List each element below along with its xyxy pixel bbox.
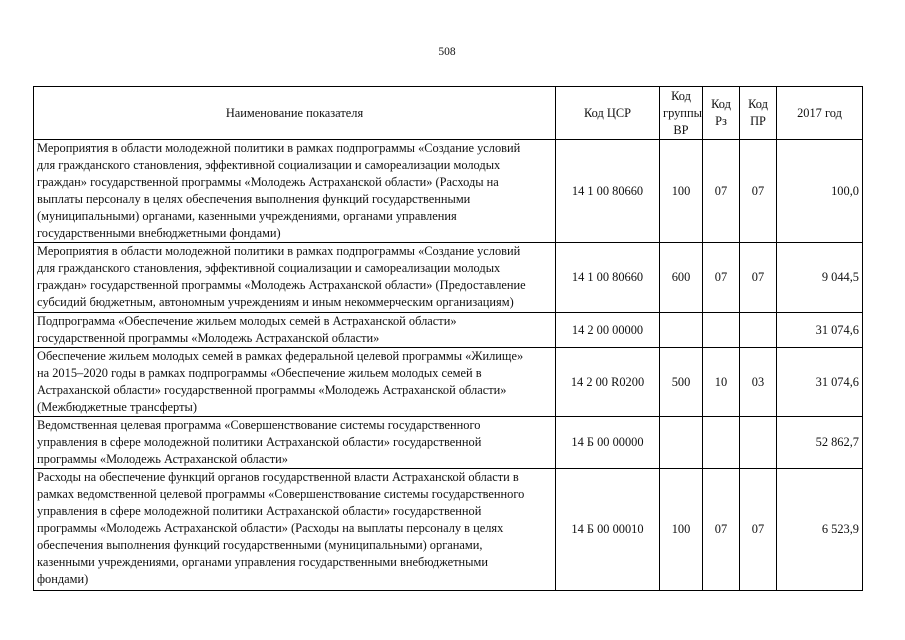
indicator-name-line: Расходы на обеспечение функций органов государственной власти Астраханской области в (37, 470, 519, 484)
table-row (34, 348, 863, 417)
pr-code-cell: 07 (740, 469, 777, 591)
amount-cell: 9 044,5 (777, 243, 863, 313)
csr-code-cell: 14 1 00 80660 (556, 140, 660, 243)
csr-code-cell: 14 1 00 80660 (556, 243, 660, 313)
rz-code-cell: 10 (703, 348, 740, 417)
rz-code-cell: 07 (703, 469, 740, 591)
indicator-name-line: для гражданского становления, эффективной социализации и самореализации молодых (37, 158, 501, 172)
header-vr-line: Код (671, 88, 691, 103)
indicator-name-line: Мероприятия в области молодежной политики в рамках подпрограммы «Создание условий (37, 244, 521, 258)
pr-code-cell (740, 313, 777, 348)
indicator-name-line: программы «Молодежь Астраханской области» (Расходы на выплаты персоналу в целях (37, 521, 504, 535)
header-row (34, 87, 863, 140)
indicator-name-line: Мероприятия в области молодежной политики в рамках подпрограммы «Создание условий (37, 141, 521, 155)
rz-code-cell (703, 417, 740, 469)
vr-code-cell (660, 313, 703, 348)
table-row (34, 469, 863, 591)
rz-code-cell: 07 (703, 243, 740, 313)
indicator-name-line: выплаты персоналу в целях обеспечения выполнения функций государственными (37, 192, 471, 206)
indicator-name-cell (34, 313, 556, 348)
csr-code-cell: 14 Б 00 00000 (556, 417, 660, 469)
indicator-name-line: Обеспечение жильем молодых семей в рамках федеральной целевой программы «Жилище» (37, 349, 524, 363)
page-number: 508 (438, 46, 456, 58)
amount-cell: 31 074,6 (777, 348, 863, 417)
table-body (34, 140, 863, 591)
indicator-name-line: Ведомственная целевая программа «Совершенствование системы государственного (37, 418, 481, 432)
header-rz-code (703, 87, 740, 140)
rz-code-cell: 07 (703, 140, 740, 243)
indicator-name-line: обеспечения выполнения функций государственными (муниципальными) органами, (37, 538, 483, 552)
indicator-name-line: государственной программы «Молодежь Астраханской области» (37, 331, 380, 345)
rz-code-cell (703, 313, 740, 348)
indicator-name-line: управления в сфере молодежной политики Астраханской области» государственной (37, 435, 482, 449)
vr-code-cell: 100 (660, 469, 703, 591)
indicator-name-cell (34, 243, 556, 313)
indicator-name-line: (муниципальными) органами, казенными учреждениями, органами управления (37, 209, 457, 223)
amount-cell: 31 074,6 (777, 313, 863, 348)
amount-cell: 100,0 (777, 140, 863, 243)
amount-cell: 6 523,9 (777, 469, 863, 591)
table-row (34, 417, 863, 469)
header-pr-code (740, 87, 777, 140)
header-rz-line: Рз (715, 114, 727, 128)
csr-code-cell: 14 Б 00 00010 (556, 469, 660, 591)
indicator-name-cell (34, 417, 556, 469)
indicator-name-line: Подпрограмма «Обеспечение жильем молодых семей в Астраханской области» (37, 314, 457, 328)
header-vr-line: ВР (673, 122, 689, 137)
indicator-name-line: субсидий бюджетным, автономным учреждениям и иным некоммерческим организациям) (37, 295, 514, 309)
pr-code-cell: 03 (740, 348, 777, 417)
indicator-name-line: граждан» государственной программы «Молодежь Астраханской области» (Расходы на (37, 175, 499, 189)
header-indicator-name: Наименование показателя (34, 87, 556, 140)
pr-code-cell: 07 (740, 243, 777, 313)
header-rz-line: Код (711, 97, 731, 111)
table-row (34, 243, 863, 313)
header-pr-line: Код (748, 97, 768, 111)
indicator-name-line: программы «Молодежь Астраханской области» (37, 452, 288, 466)
indicator-name-line: граждан» государственной программы «Молодежь Астраханской области» (Предоставление (37, 278, 526, 292)
table-header (34, 87, 863, 140)
pr-code-cell (740, 417, 777, 469)
csr-code-cell: 14 2 00 R0200 (556, 348, 660, 417)
indicator-name-cell (34, 348, 556, 417)
indicator-name-line: государственными внебюджетными фондами) (37, 226, 281, 240)
indicator-name-line: управления в сфере молодежной политики Астраханской области» государственной (37, 504, 482, 518)
vr-code-cell: 100 (660, 140, 703, 243)
header-vr-line: группы (663, 105, 702, 120)
vr-code-cell (660, 417, 703, 469)
indicator-name-line: фондами) (37, 572, 89, 586)
table-row (34, 313, 863, 348)
indicator-name-line: рамках ведомственной целевой программы «Совершенствование системы государственного (37, 487, 525, 501)
indicator-name-cell (34, 469, 556, 591)
indicator-name-line: на 2015–2020 годы в рамках подпрограммы «Обеспечение жильем молодых семей в (37, 366, 482, 380)
indicator-name-cell (34, 140, 556, 243)
pr-code-cell: 07 (740, 140, 777, 243)
csr-code-cell: 14 2 00 00000 (556, 313, 660, 348)
indicator-name-line: Астраханской области» государственной программы «Молодежь Астраханской области» (37, 383, 507, 397)
header-year: 2017 год (777, 87, 863, 140)
vr-code-cell: 500 (660, 348, 703, 417)
budget-table (33, 86, 863, 591)
vr-code-cell: 600 (660, 243, 703, 313)
amount-cell: 52 862,7 (777, 417, 863, 469)
indicator-name-line: казенными учреждениями, органами управления государственными внебюджетными (37, 555, 488, 569)
header-csr-code: Код ЦСР (556, 87, 660, 140)
indicator-name-line: (Межбюджетные трансферты) (37, 400, 197, 414)
header-pr-line: ПР (750, 114, 766, 128)
indicator-name-line: для гражданского становления, эффективной социализации и самореализации молодых (37, 261, 501, 275)
header-vr-code (660, 87, 703, 140)
table-row (34, 140, 863, 243)
